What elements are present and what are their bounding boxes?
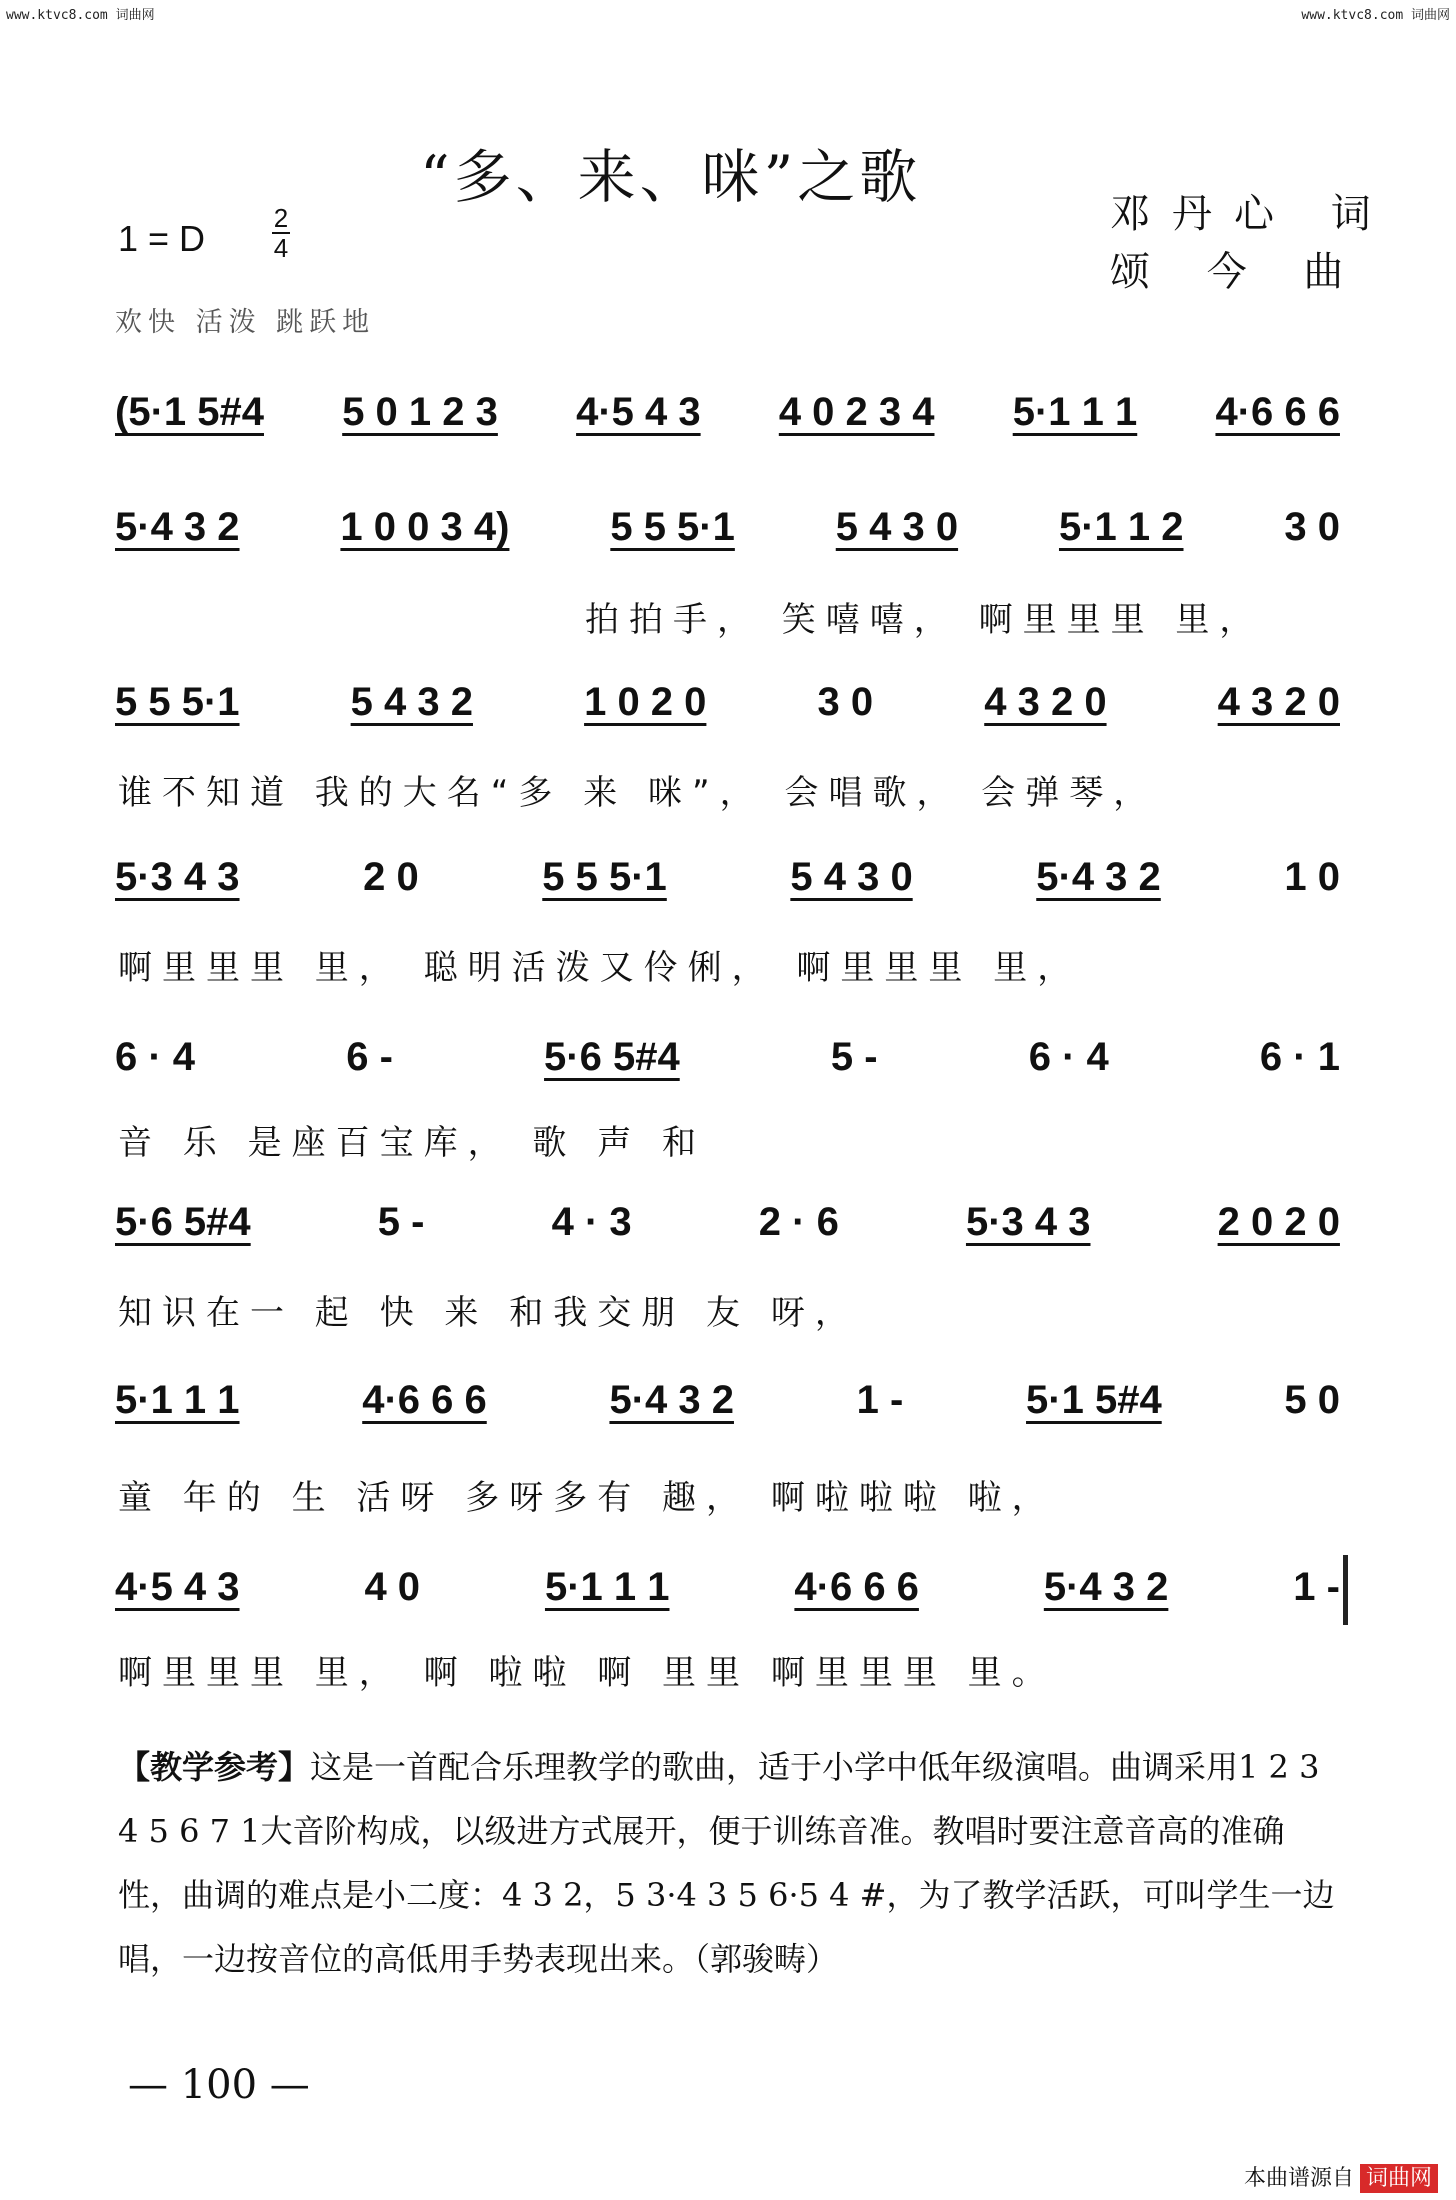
measure: 5 4 3 0 xyxy=(835,505,959,549)
measure: 5·1 1 2 xyxy=(1058,505,1184,549)
lyric-row-3: 谁不知道 我的大名“多 来 咪”， 会唱歌， 会弹琴， xyxy=(118,773,1158,813)
key-signature: 1 = D xyxy=(118,218,206,259)
measure: 6 · 1 xyxy=(1259,1035,1340,1079)
score-row-3 xyxy=(115,680,1340,736)
measure: 2 0 xyxy=(363,855,419,899)
measure: 3 0 xyxy=(817,680,874,724)
measure: 5 - xyxy=(830,1035,878,1079)
measure: 5 5 5·1 xyxy=(115,680,240,724)
measure: 6 · 4 xyxy=(1028,1035,1109,1079)
measure: (5·1 5#4 xyxy=(115,390,264,434)
measure: 4·5 4 3 xyxy=(576,390,701,434)
measure: 5 4 3 2 xyxy=(350,680,473,724)
measure: 6 - xyxy=(346,1035,393,1079)
measure: 4·6 6 6 xyxy=(794,1565,919,1609)
teaching-notes xyxy=(118,1735,1348,1991)
score-row-1 xyxy=(115,390,1340,446)
lyric-row-8: 啊里里里 里， 啊 啦啦 啊 里里 啊里里里 里。 xyxy=(118,1653,1056,1693)
footer-brand: 词曲网 xyxy=(1360,2164,1438,2193)
song-title: “多、来、咪”之歌 xyxy=(420,143,922,211)
measure: 4·6 6 6 xyxy=(362,1378,487,1422)
measure: 5·4 3 2 xyxy=(115,505,240,549)
measure: 5 5 5·1 xyxy=(542,855,667,899)
source-footer xyxy=(1244,2161,1438,2192)
final-barline xyxy=(1343,1555,1348,1625)
measure: 5·6 5#4 xyxy=(115,1200,251,1244)
watermark-left: www.ktvc8.com 词曲网 xyxy=(6,8,155,23)
measure: 1 - xyxy=(1293,1565,1340,1609)
lyric-row-7: 童 年的 生 活呀 多呀多有 趣， 啊啦啦啦 啦， xyxy=(118,1478,1056,1518)
measure: 4 0 2 3 4 xyxy=(778,390,935,434)
footer-source-text: 本曲谱源自 xyxy=(1243,2166,1354,2191)
measure: 2 · 6 xyxy=(758,1200,839,1244)
lyricist-credit: 邓丹心 词 xyxy=(1110,191,1393,237)
measure: 5·4 3 2 xyxy=(1036,855,1161,899)
score-row-5 xyxy=(115,1035,1340,1091)
measure: 1 0 0 3 4) xyxy=(340,505,510,549)
time-signature-bottom: 4 xyxy=(273,233,289,263)
measure: 5 0 1 2 3 xyxy=(342,390,498,434)
measure: 1 0 2 0 xyxy=(584,680,707,724)
score-row-7 xyxy=(115,1378,1340,1434)
measure: 4 · 3 xyxy=(551,1200,632,1244)
score-row-6 xyxy=(115,1200,1340,1256)
measure: 3 0 xyxy=(1284,505,1340,549)
measure: 4 3 2 0 xyxy=(1217,680,1340,724)
measure: 5·4 3 2 xyxy=(1043,1565,1169,1609)
lyric-row-4: 啊里里里 里， 聪明活泼又伶俐， 啊里里里 里， xyxy=(118,948,1082,988)
measure: 4·5 4 3 xyxy=(115,1565,240,1609)
measure: 5·4 3 2 xyxy=(609,1378,734,1422)
score-row-4 xyxy=(115,855,1340,911)
lyric-row-5: 音 乐 是座百宝库， 歌 声 和 xyxy=(118,1123,707,1163)
time-signature-top: 2 xyxy=(273,203,289,233)
measure: 5·6 5#4 xyxy=(544,1035,680,1079)
score-row-2 xyxy=(115,505,1340,561)
tempo-marking: 欢快 活泼 跳跃地 xyxy=(115,307,376,338)
measure: 1 - xyxy=(856,1378,904,1422)
measure: 1 0 xyxy=(1284,855,1340,899)
page-number: — 100 — xyxy=(128,2062,310,2108)
teaching-notes-body: 这是一首配合乐理教学的歌曲，适于小学中低年级演唱。曲调采用1 2 3 4 5 6 7 1大音阶构成，以级进方式展开，便于训练音准。教唱时要注意音高的准确性，曲调的难点是小二度：4 3 2，5 3·4 3 5 6·5 4 #，为了教学活跃，可叫学生一边唱，一边按音位的高低用手势表现出来。（郭骏畴） xyxy=(118,1748,1335,1978)
lyric-row-6: 知识在一 起 快 来 和我交朋 友 呀， xyxy=(118,1293,859,1333)
measure: 2 0 2 0 xyxy=(1217,1200,1340,1244)
measure: 5·1 5#4 xyxy=(1026,1378,1162,1422)
score-row-8 xyxy=(115,1565,1340,1621)
lyric-row-2: 拍拍手， 笑嘻嘻， 啊里里里 里， xyxy=(585,600,1264,640)
measure: 5·1 1 1 xyxy=(115,1378,240,1422)
composer-credit: 颂 今 曲 xyxy=(1110,249,1366,295)
measure: 5 - xyxy=(377,1200,425,1244)
measure: 4 3 2 0 xyxy=(984,680,1107,724)
measure: 5·1 1 1 xyxy=(544,1565,670,1609)
measure: 5·1 1 1 xyxy=(1012,390,1138,434)
measure: 4 0 xyxy=(364,1565,421,1609)
measure: 5·3 4 3 xyxy=(965,1200,1091,1244)
watermark-right: www.ktvc8.com 词曲网 xyxy=(1301,8,1450,23)
teaching-notes-label: 【教学参考】 xyxy=(118,1748,311,1786)
measure: 5 0 xyxy=(1284,1378,1340,1422)
measure: 5·3 4 3 xyxy=(115,855,240,899)
measure: 6 · 4 xyxy=(115,1035,196,1079)
time-signature xyxy=(272,205,290,261)
measure: 4·6 6 6 xyxy=(1215,390,1340,434)
measure: 5 5 5·1 xyxy=(610,505,735,549)
measure: 5 4 3 0 xyxy=(790,855,913,899)
